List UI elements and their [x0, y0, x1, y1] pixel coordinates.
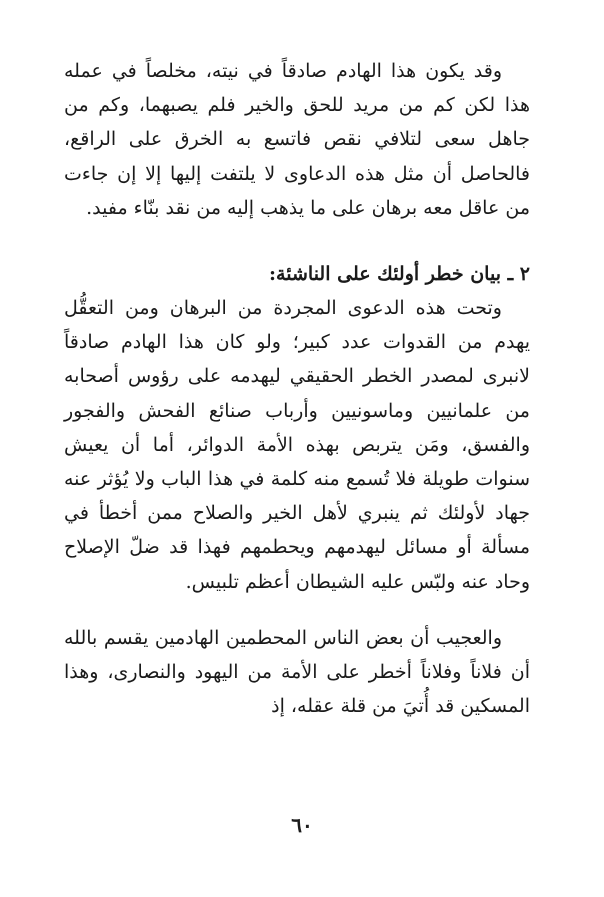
paragraph-spacer-2	[64, 599, 530, 621]
paragraph-spacer	[64, 225, 530, 257]
paragraph-2: وتحت هذه الدعوى المجردة من البرهان ومن التعقُّل يهدم من القدوات عدد كبير؛ ولو كان هذا الهادم صادقاً لانبرى لمصدر الخطر الحقيقي ليهدمه على رؤوس أصحابه من علمانيين وماسونيين وأرباب صنائع الفحش والفجور والفسق، ومَن يتربص بهذه الأمة الدوائر، أما أن يعيش سنوات طويلة فلا تُسمع منه كلمة في هذا الباب ولا يُؤثر عنه جهاد لأولئك ثم ينبري لأهل الخير والصلاح ممن أخطأ في مسألة أو مسائل ليهدمهم ويحطمهم فهذا قد ضلّ الإصلاح وحاد عنه ولبّس عليه الشيطان أعظم تلبيس.	[64, 297, 530, 593]
document-page	[64, 54, 530, 723]
section-heading: ٢ ـ بيان خطر أولئك على الناشئة:	[269, 263, 530, 286]
paragraph-1: وقد يكون هذا الهادم صادقاً في نيته، مخلصاً في عمله هذا لكن كم من مريد للحق والخير فلم يصبهما، وكم من جاهل سعى لتلافي نقص فاتسع به الخرق على الراقع، فالحاصل أن مثل هذه الدعاوى لا يلتفت إليها إلا إن جاءت من عاقل معه برهان على ما يذهب إليه من نقد بنّاء مفيد.	[64, 60, 530, 219]
page-number: ٦٠	[291, 813, 313, 837]
paragraph-3: والعجيب أن بعض الناس المحطمين الهادمين يقسم بالله أن فلاناً وفلاناً أخطر على الأمة من اليهود والنصارى، وهذا المسكين قد أُتيَ من قلة عقله، إذ	[64, 626, 530, 718]
